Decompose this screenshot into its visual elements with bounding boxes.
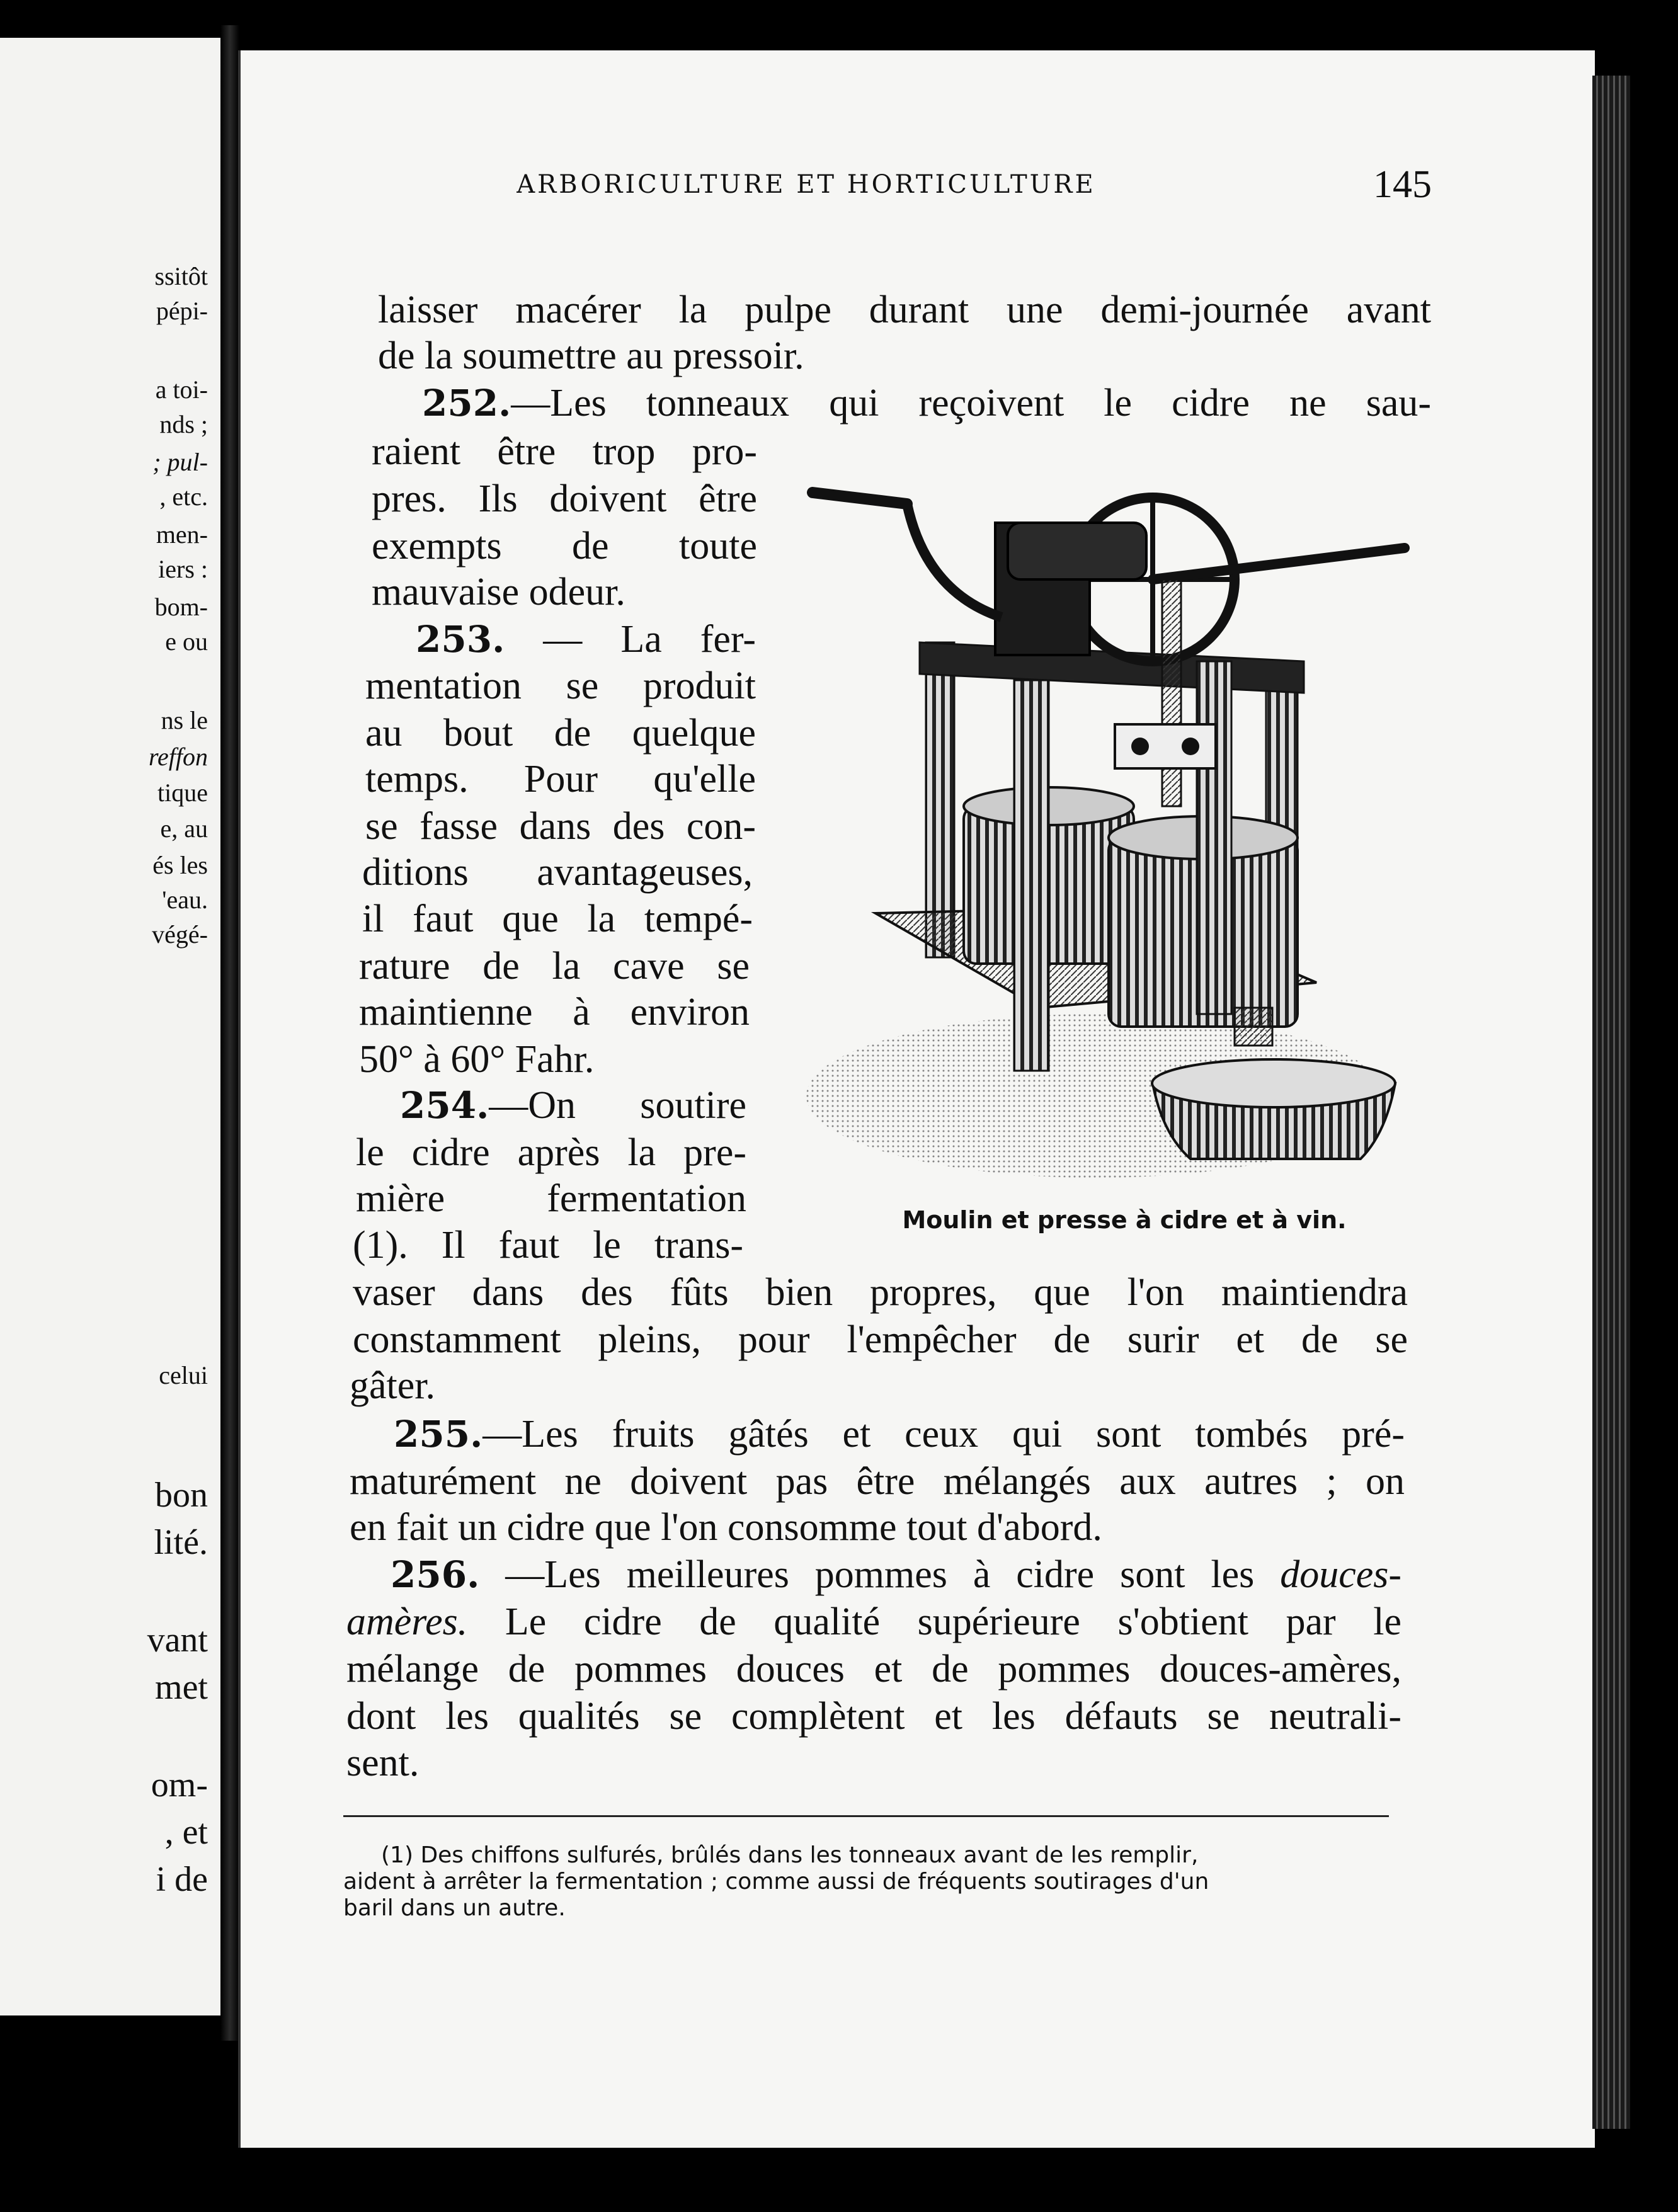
- paragraph-number: 252.: [422, 382, 511, 425]
- footnote: [343, 1842, 1392, 1922]
- page-stack-edge: [1592, 76, 1630, 2129]
- text-line: ditions avantageuses,: [362, 851, 753, 894]
- left-page-line: reffon: [148, 743, 208, 771]
- italic-term: douces-: [1280, 1553, 1401, 1596]
- text-line: maturément ne doivent pas être mélangés aux autres ; on: [350, 1460, 1405, 1503]
- figure-caption: Moulin et presse à cidre et à vin.: [902, 1206, 1347, 1234]
- text-segment: —Les meilleures pommes à cidre sont les: [479, 1553, 1281, 1596]
- text-line: il faut que la tempé-: [362, 898, 753, 940]
- left-page-line: , et: [164, 1813, 208, 1852]
- text-line: exempts de toute: [372, 525, 757, 567]
- text-line: au bout de quelque: [365, 712, 756, 755]
- paragraph-number: 255.: [394, 1413, 483, 1456]
- footnote-line: aident à arrêter la fermentation ; comme aussi de fréquents soutirages d'un: [343, 1869, 1209, 1895]
- text-line: dont les qualités se complètent et les défauts se neutrali-: [346, 1695, 1401, 1738]
- text-line: le cidre après la pre-: [356, 1131, 746, 1174]
- text-segment: —On soutire: [489, 1084, 746, 1127]
- left-page-line: , etc.: [159, 482, 208, 511]
- paragraph-number: 253.: [416, 618, 505, 661]
- paragraph-254-first-line: [400, 1082, 746, 1129]
- text-line: maintienne à environ: [359, 991, 750, 1034]
- paragraph-253-first-line: [416, 616, 756, 663]
- text-line: en fait un cidre que l'on consomme tout d'abord.: [350, 1506, 1102, 1549]
- text-line: mélange de pommes douces et de pommes douces-amères,: [346, 1648, 1401, 1690]
- text-segment: —Les fruits gâtés et ceux qui sont tombés pré-: [482, 1413, 1405, 1456]
- text-line: temps. Pour qu'elle: [365, 758, 756, 801]
- paragraph-252-first-line: [422, 380, 1431, 426]
- italic-term: amères.: [346, 1600, 468, 1643]
- left-page-line: vant: [147, 1621, 208, 1660]
- previous-page-fragment: [0, 38, 222, 2015]
- left-page-line: nds ;: [159, 410, 208, 438]
- text-line: raient être trop pro-: [372, 430, 757, 473]
- footnote-line: baril dans un autre.: [343, 1895, 566, 1921]
- left-page-line: e, au: [160, 814, 208, 843]
- text-line: 50° à 60° Fahr.: [359, 1038, 595, 1081]
- text-segment: — La fer-: [505, 618, 756, 661]
- paragraph-255-first-line: [394, 1411, 1405, 1457]
- left-page-line: végé-: [152, 920, 208, 949]
- text-line: mauvaise odeur.: [372, 571, 625, 613]
- footnote-line: (1) Des chiffons sulfurés, brûlés dans les tonneaux avant de les remplir,: [381, 1842, 1199, 1868]
- text-line: pres. Ils doivent être: [372, 477, 757, 520]
- paragraph-number: 254.: [400, 1084, 489, 1127]
- left-page-line: lité.: [154, 1523, 208, 1562]
- paragraph-256-second-line: [346, 1599, 1401, 1645]
- footnote-rule: [343, 1815, 1389, 1817]
- text-line: se fasse dans des con-: [365, 805, 756, 848]
- text-segment: —Les tonneaux qui reçoivent le cidre ne sau-: [511, 382, 1431, 425]
- running-head: ARBORICULTURE ET HORTICULTURE: [517, 170, 1096, 199]
- text-line: vaser dans des fûts bien propres, que l'on maintiendra: [353, 1271, 1408, 1314]
- text-line: laisser macérer la pulpe durant une demi-journée avant: [378, 288, 1431, 331]
- left-page-line: e ou: [165, 627, 208, 656]
- left-page-line: ssitôt: [154, 262, 208, 290]
- left-page-line: men-: [156, 520, 208, 549]
- left-page-line: tique: [157, 778, 208, 807]
- left-page-line: pépi-: [156, 297, 208, 325]
- text-line: constamment pleins, pour l'empêcher de surir et de se: [353, 1318, 1408, 1361]
- text-line: (1). Il faut le trans-: [353, 1224, 743, 1267]
- book-gutter: [220, 25, 239, 2041]
- left-page-line: i de: [156, 1860, 208, 1899]
- left-page-line: bon: [155, 1476, 208, 1515]
- left-page-line: a toi-: [155, 375, 208, 404]
- text-line: sent.: [346, 1742, 420, 1784]
- text-segment: Le cidre de qualité supérieure s'obtient par le: [467, 1600, 1401, 1643]
- text-line: rature de la cave se: [359, 945, 750, 988]
- left-page-line: iers :: [158, 555, 208, 583]
- text-line: de la soumettre au pressoir.: [378, 334, 804, 377]
- paragraph-256-first-line: [391, 1551, 1401, 1598]
- left-page-line: met: [155, 1668, 208, 1707]
- left-page-line: ; pul-: [152, 448, 208, 476]
- cider-press-illustration: [800, 453, 1411, 1197]
- text-line: mière fermentation: [356, 1177, 746, 1220]
- left-page-line: és les: [152, 851, 208, 879]
- left-page-line: om-: [151, 1765, 208, 1804]
- left-page-line: bom-: [154, 593, 208, 621]
- left-page-line: celui: [159, 1361, 208, 1389]
- text-line: mentation se produit: [365, 664, 756, 707]
- left-page-line: 'eau.: [162, 886, 208, 914]
- left-page-line: ns le: [161, 706, 208, 734]
- paragraph-number: 256.: [391, 1553, 480, 1596]
- text-line: gâter.: [350, 1364, 435, 1407]
- page-number: 145: [1373, 163, 1432, 206]
